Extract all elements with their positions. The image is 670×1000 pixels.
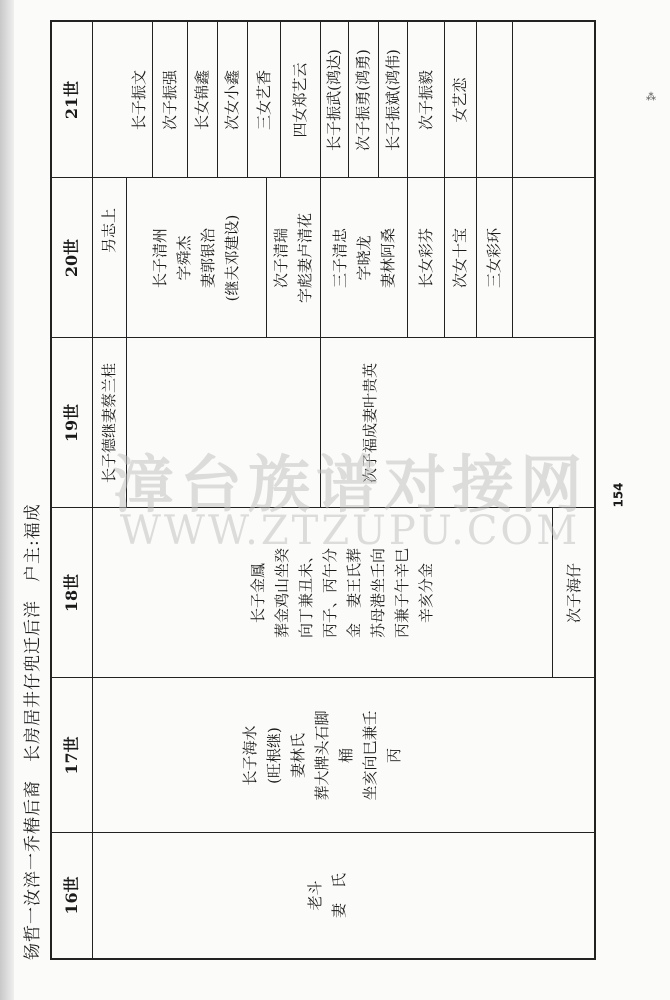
col-header-18: 18世: [62, 573, 81, 613]
col-header-19: 19世: [62, 403, 81, 443]
gen17-line: 长子海水: [241, 725, 259, 786]
gen20-line: 字彪妻卢清花: [296, 213, 314, 304]
page-header: 钖哲一汝淬一乔椿后裔 长房居井仔兜迁后洋 户主:福成: [23, 503, 43, 960]
gen21-entry: 女艺恋: [451, 77, 469, 123]
row-line: [512, 178, 513, 338]
gen20-entry-caifen: 长女彩芬: [416, 228, 435, 289]
gen16-line: 老斗: [306, 880, 324, 911]
gen18-line: 长子金鳳: [249, 563, 267, 624]
gen20-entry-caihuan: 三女彩环: [485, 228, 503, 289]
gen21-entry: 长子振武(鸿达): [325, 49, 343, 151]
watermark-chinese: 漳台族谱对接网: [111, 448, 588, 521]
gen17-entry: [172, 678, 472, 833]
gen18-line: 向丁兼丑未、: [297, 548, 315, 639]
genealogy-table: [50, 20, 596, 960]
scan-edge-shadow: [0, 0, 14, 1000]
col-header-17: 17世: [62, 736, 81, 775]
gen20-line: 字晓龙: [354, 235, 373, 281]
gen18-line: 辛亥分金: [417, 563, 435, 624]
gen20-line: 字舜杰: [175, 235, 193, 281]
gen21-entry: 次子振强: [160, 70, 179, 131]
gen20-line: 三子清忠: [330, 228, 349, 289]
gen18-line: 金 妻王氏葬: [345, 548, 363, 639]
gen17-line: 坐亥向巳兼壬: [361, 710, 379, 801]
row-line: [476, 22, 477, 178]
gen18-entry-haizai: 次子海仔: [565, 563, 583, 624]
gen19-entry-deji: 长子德继妻蔡兰桂: [100, 363, 118, 484]
gen21-entry: 长子振文: [130, 70, 148, 131]
gen20-entry-qingzhong: [320, 178, 407, 338]
row-line: [512, 22, 513, 178]
gen20-line: (继夫邓建设): [223, 214, 241, 302]
watermark-url: WWW.ZTZUPU.COM: [119, 508, 581, 554]
gen16-entry: [212, 833, 442, 958]
scan-speck-icon: ⁂: [646, 92, 656, 103]
gen17-line: 葬大牌头石脚: [313, 710, 331, 801]
genealogy-page: [16, 20, 596, 960]
gen20-entry-qingzhou: [126, 178, 266, 338]
gen19-entry-fucheng: 次子福成妻叶贵英: [361, 363, 379, 484]
gen18-line: 苏母港坐壬向: [369, 548, 387, 639]
gen21-entry: 次子振毅: [416, 70, 435, 131]
gen20-entry-qingrui: [266, 178, 320, 338]
col-header-20: 20世: [62, 238, 81, 278]
gen18-entry-jinfeng: [172, 508, 512, 678]
col-header-21: 21世: [62, 80, 81, 120]
gen16-line: 妻 氏: [330, 873, 348, 919]
gen20-line: 长子清州: [151, 228, 169, 289]
gen17-line: (旺根继): [265, 727, 283, 784]
gen18-line: 葬金鸡山坐癸: [273, 548, 291, 639]
gen21-entry: 长子振斌(鸿伟): [383, 49, 402, 151]
gen21-entry: 次子振勇(鸿勇): [354, 49, 372, 151]
page-number: 154: [611, 482, 626, 508]
gen17-line: 桶: [337, 748, 355, 764]
row-line: [126, 338, 127, 508]
col-header-16: 16世: [62, 876, 81, 915]
gen18-line: 丙兼子午辛巳: [393, 548, 411, 639]
gen21-entry: 长女锦鑫: [193, 70, 211, 131]
gen18-line: 丙子、丙午分: [321, 548, 339, 639]
note-lingzhi: 另志上: [100, 208, 118, 254]
gen21-entry: 四女郑艺云: [291, 62, 309, 138]
gen17-line: 妻林氏: [289, 733, 307, 779]
gen20-line: 妻郭银治: [199, 228, 217, 289]
gen21-entry: 三女艺香: [254, 70, 273, 131]
gen20-line: 次子清瑞: [272, 228, 290, 289]
gen21-entry: 次女小鑫: [223, 70, 241, 131]
gen17-line: 丙: [385, 748, 403, 764]
gen20-line: 妻林阿桑: [378, 228, 397, 289]
gen20-entry-shibao: 次女十宝: [451, 228, 469, 289]
